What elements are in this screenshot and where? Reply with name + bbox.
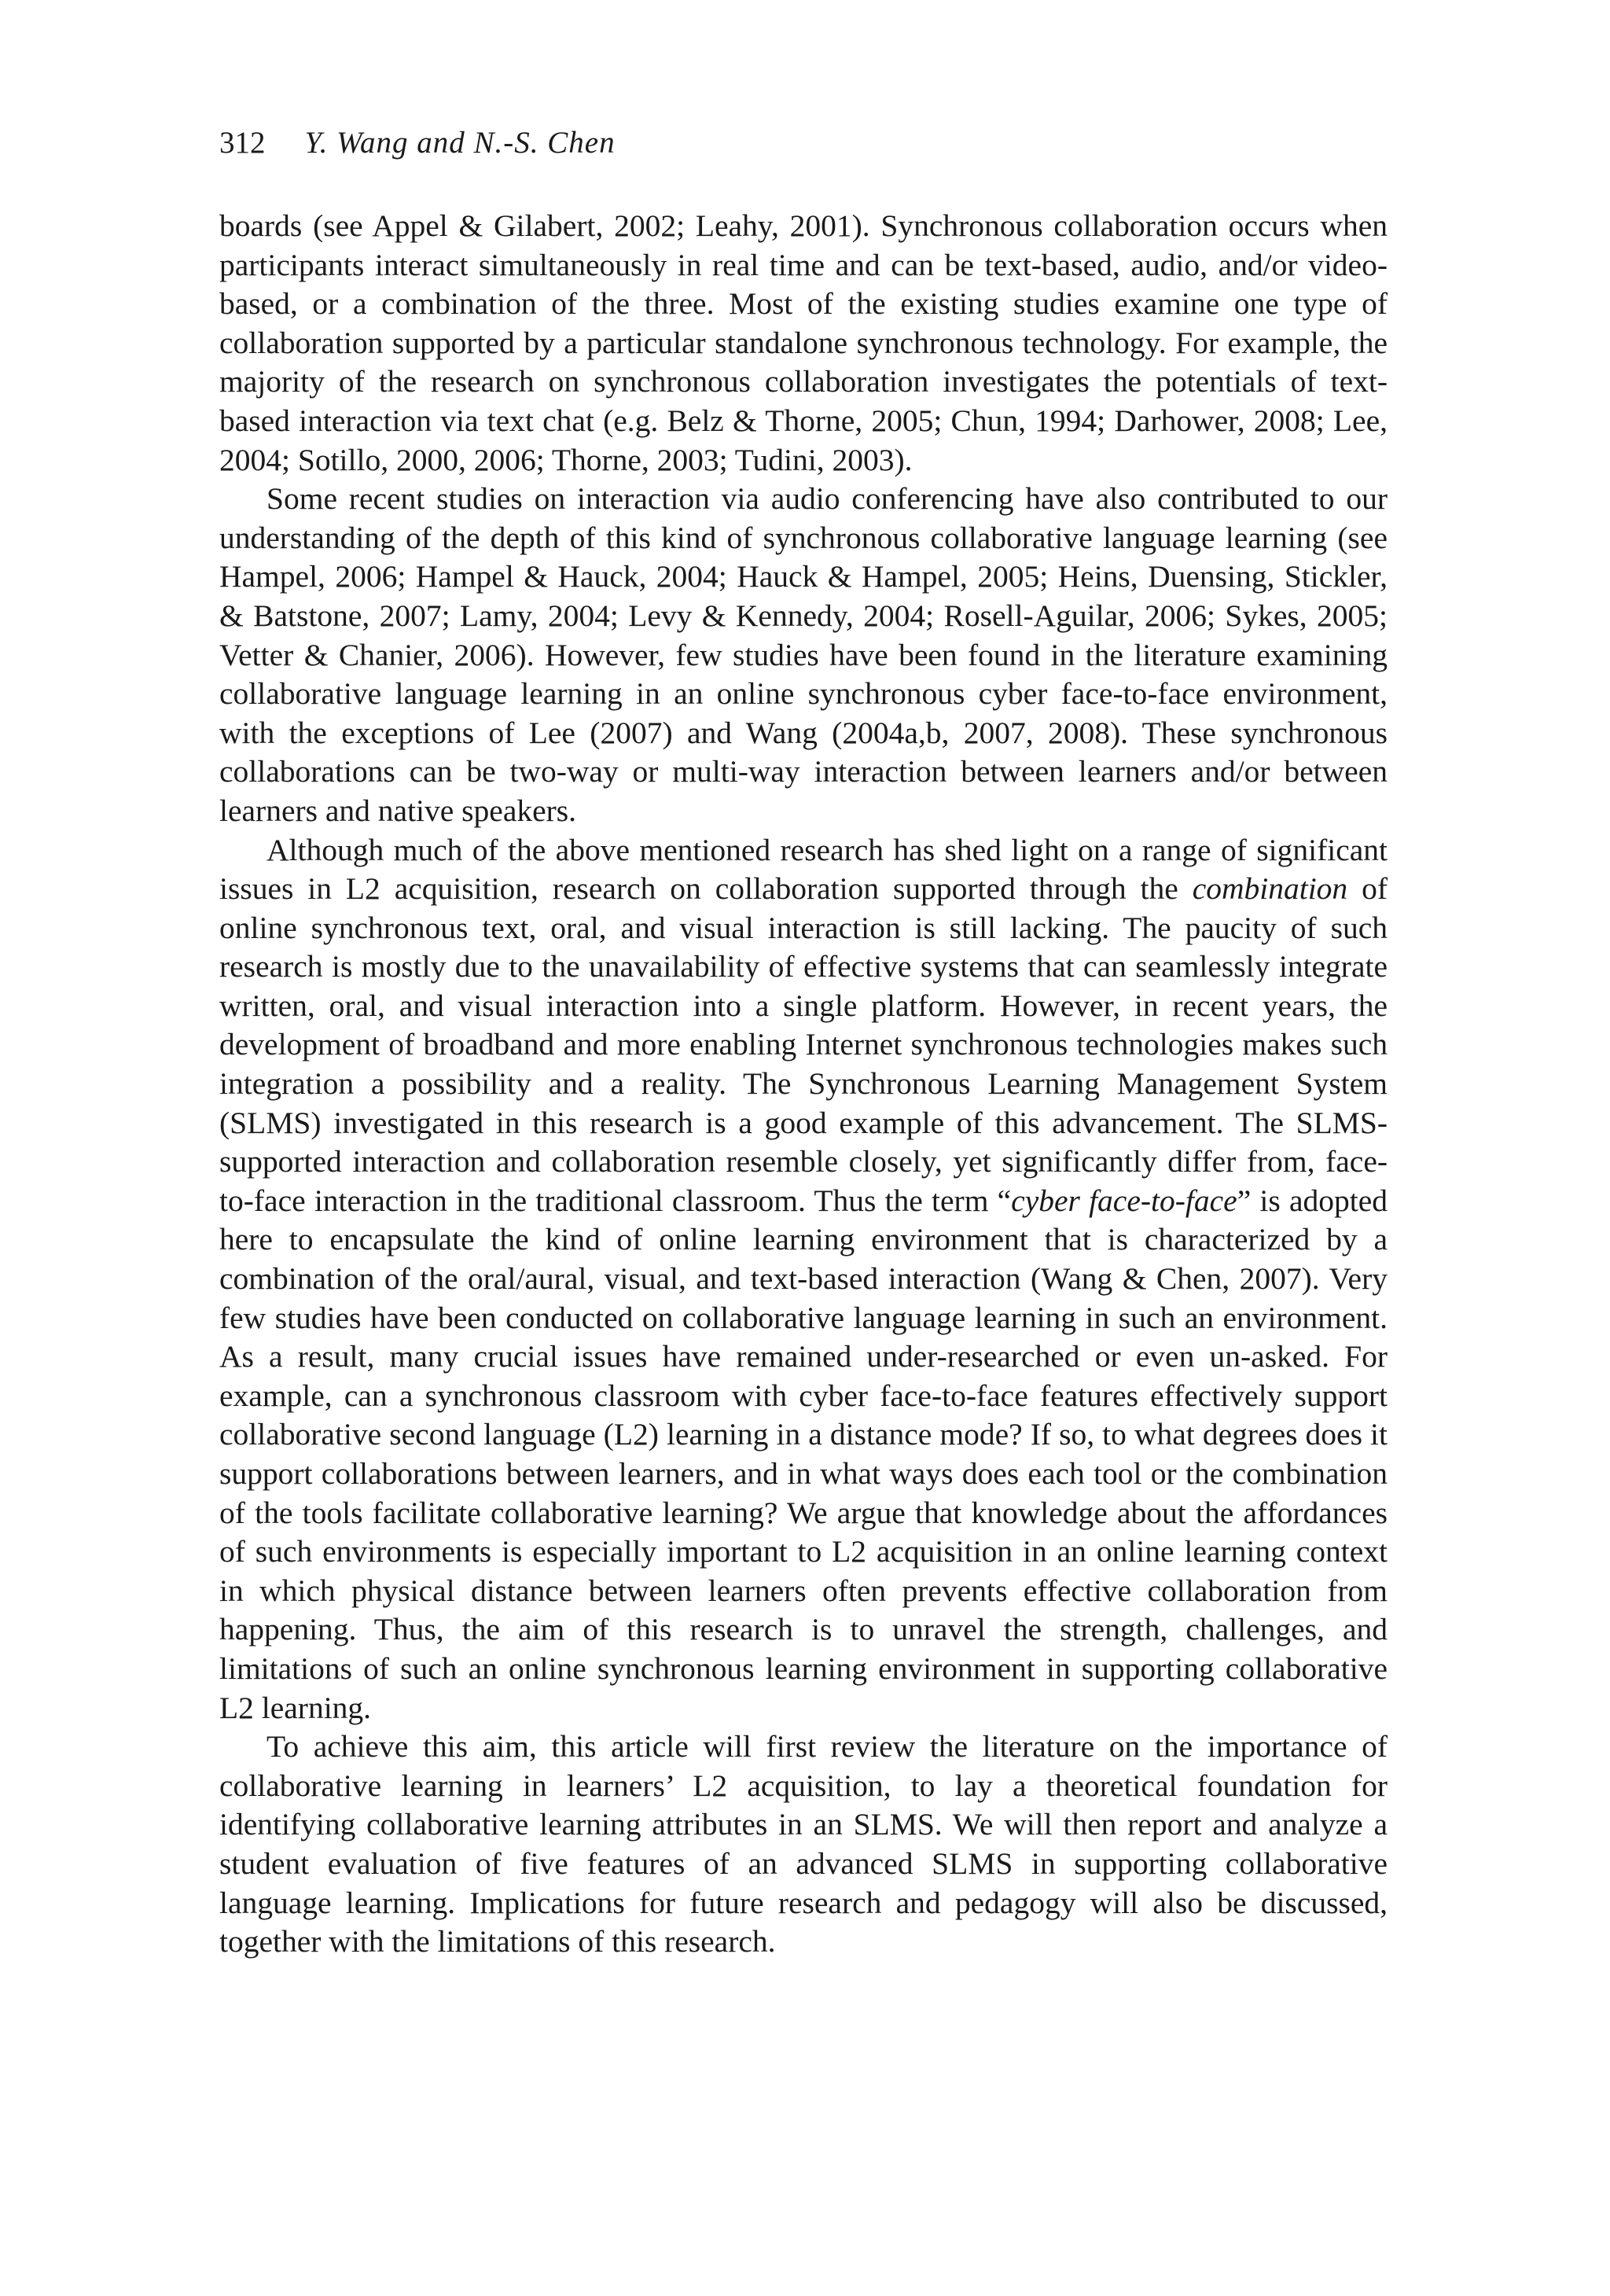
paragraph-4: To achieve this aim, this article will first review the literature on the importance of collaborative learning in learners’ L2 acquisition, to lay a theoretical foundation for identifying collaborative learning attributes in an SLMS. We will then report and analyze a student evaluation of five features of an advanced SLMS in supporting collaborative language learning. Implications for future research and pedagogy will also be discussed, together with the limitations of this research.	[219, 1729, 1388, 1959]
paragraph-1: boards (see Appel & Gilabert, 2002; Leahy, 2001). Synchronous collaboration occurs when participants interact simultaneously in real time and can be text-based, audio, and/or video-based, or a combination of the three. Most of the existing studies examine one type of collaboration supported by a particular standalone synchronous technology. For example, the majority of the research on synchronous collaboration investigates the potentials of text-based interaction via text chat (e.g. Belz & Thorne, 2005; Chun, 1994; Darhower, 2008; Lee, 2004; Sotillo, 2000, 2006; Thorne, 2003; Tudini, 2003).	[219, 208, 1388, 477]
paragraph-3	[219, 831, 1388, 1728]
page-number: 312	[219, 126, 266, 160]
paragraph-3-part-3: ” is adopted here to encapsulate the kind of online learning environment that is characterized by a combination of the oral/aural, visual, and text-based interaction (Wang & Chen, 2007). Very few studies have been conducted on collaborative language learning in such an environment. As a result, many crucial issues have remained under-researched or even un-asked. For example, can a synchronous classroom with cyber face-to-face features effectively support collaborative second language (L2) learning in a distance mode? If so, to what degrees does it support collaborations between learners, and in what ways does each tool or the combination of the tools facilitate collaborative learning? We argue that knowledge about the affordances of such environments is especially important to L2 acquisition in an online learning context in which physical distance between learners often prevents effective collaboration from happening. Thus, the aim of this research is to unravel the strength, challenges, and limitations of such an online synchronous learning environment in supporting collaborative L2 learning.	[219, 1183, 1388, 1725]
running-head-authors: Y. Wang and N.-S. Chen	[304, 126, 616, 160]
emphasis-combination: combination	[1192, 871, 1348, 907]
emphasis-cyber-face-to-face: cyber face-to-face	[1011, 1183, 1237, 1218]
paragraph-3-part-1: Although much of the above mentioned research has shed light on a range of significant issues in L2 acquisition, research on collaboration supported through the	[219, 832, 1388, 907]
paragraph-2: Some recent studies on interaction via audio conferencing have also contributed to our understanding of the depth of this kind of synchronous collaborative language learning (see Hampel, 2006; Hampel & Hauck, 2004; Hauck & Hampel, 2005; Heins, Duensing, Stickler, & Batstone, 2007; Lamy, 2004; Levy & Kennedy, 2004; Rosell-Aguilar, 2006; Sykes, 2005; Vetter & Chanier, 2006). However, few studies have been found in the literature examining collaborative language learning in an online synchronous cyber face-to-face environment, with the exceptions of Lee (2007) and Wang (2004a,b, 2007, 2008). These synchronous collaborations can be two-way or multi-way interaction between learners and/or between learners and native speakers.	[219, 481, 1388, 828]
paragraph-3-part-2: of online synchronous text, oral, and visual interaction is still lacking. The paucity of such research is mostly due to the unavailability of effective systems that can seamlessly integrate written, oral, and visual interaction into a single platform. However, in recent years, the development of broadband and more enabling Internet synchronous technologies makes such integration a possibility and a reality. The Synchronous Learning Management System (SLMS) investigated in this research is a good example of this advancement. The SLMS-supported interaction and collaboration resemble closely, yet significantly differ from, face-to-face interaction in the traditional classroom. Thus the term “	[219, 871, 1388, 1218]
running-header	[219, 124, 616, 162]
body-text	[219, 207, 1388, 1962]
